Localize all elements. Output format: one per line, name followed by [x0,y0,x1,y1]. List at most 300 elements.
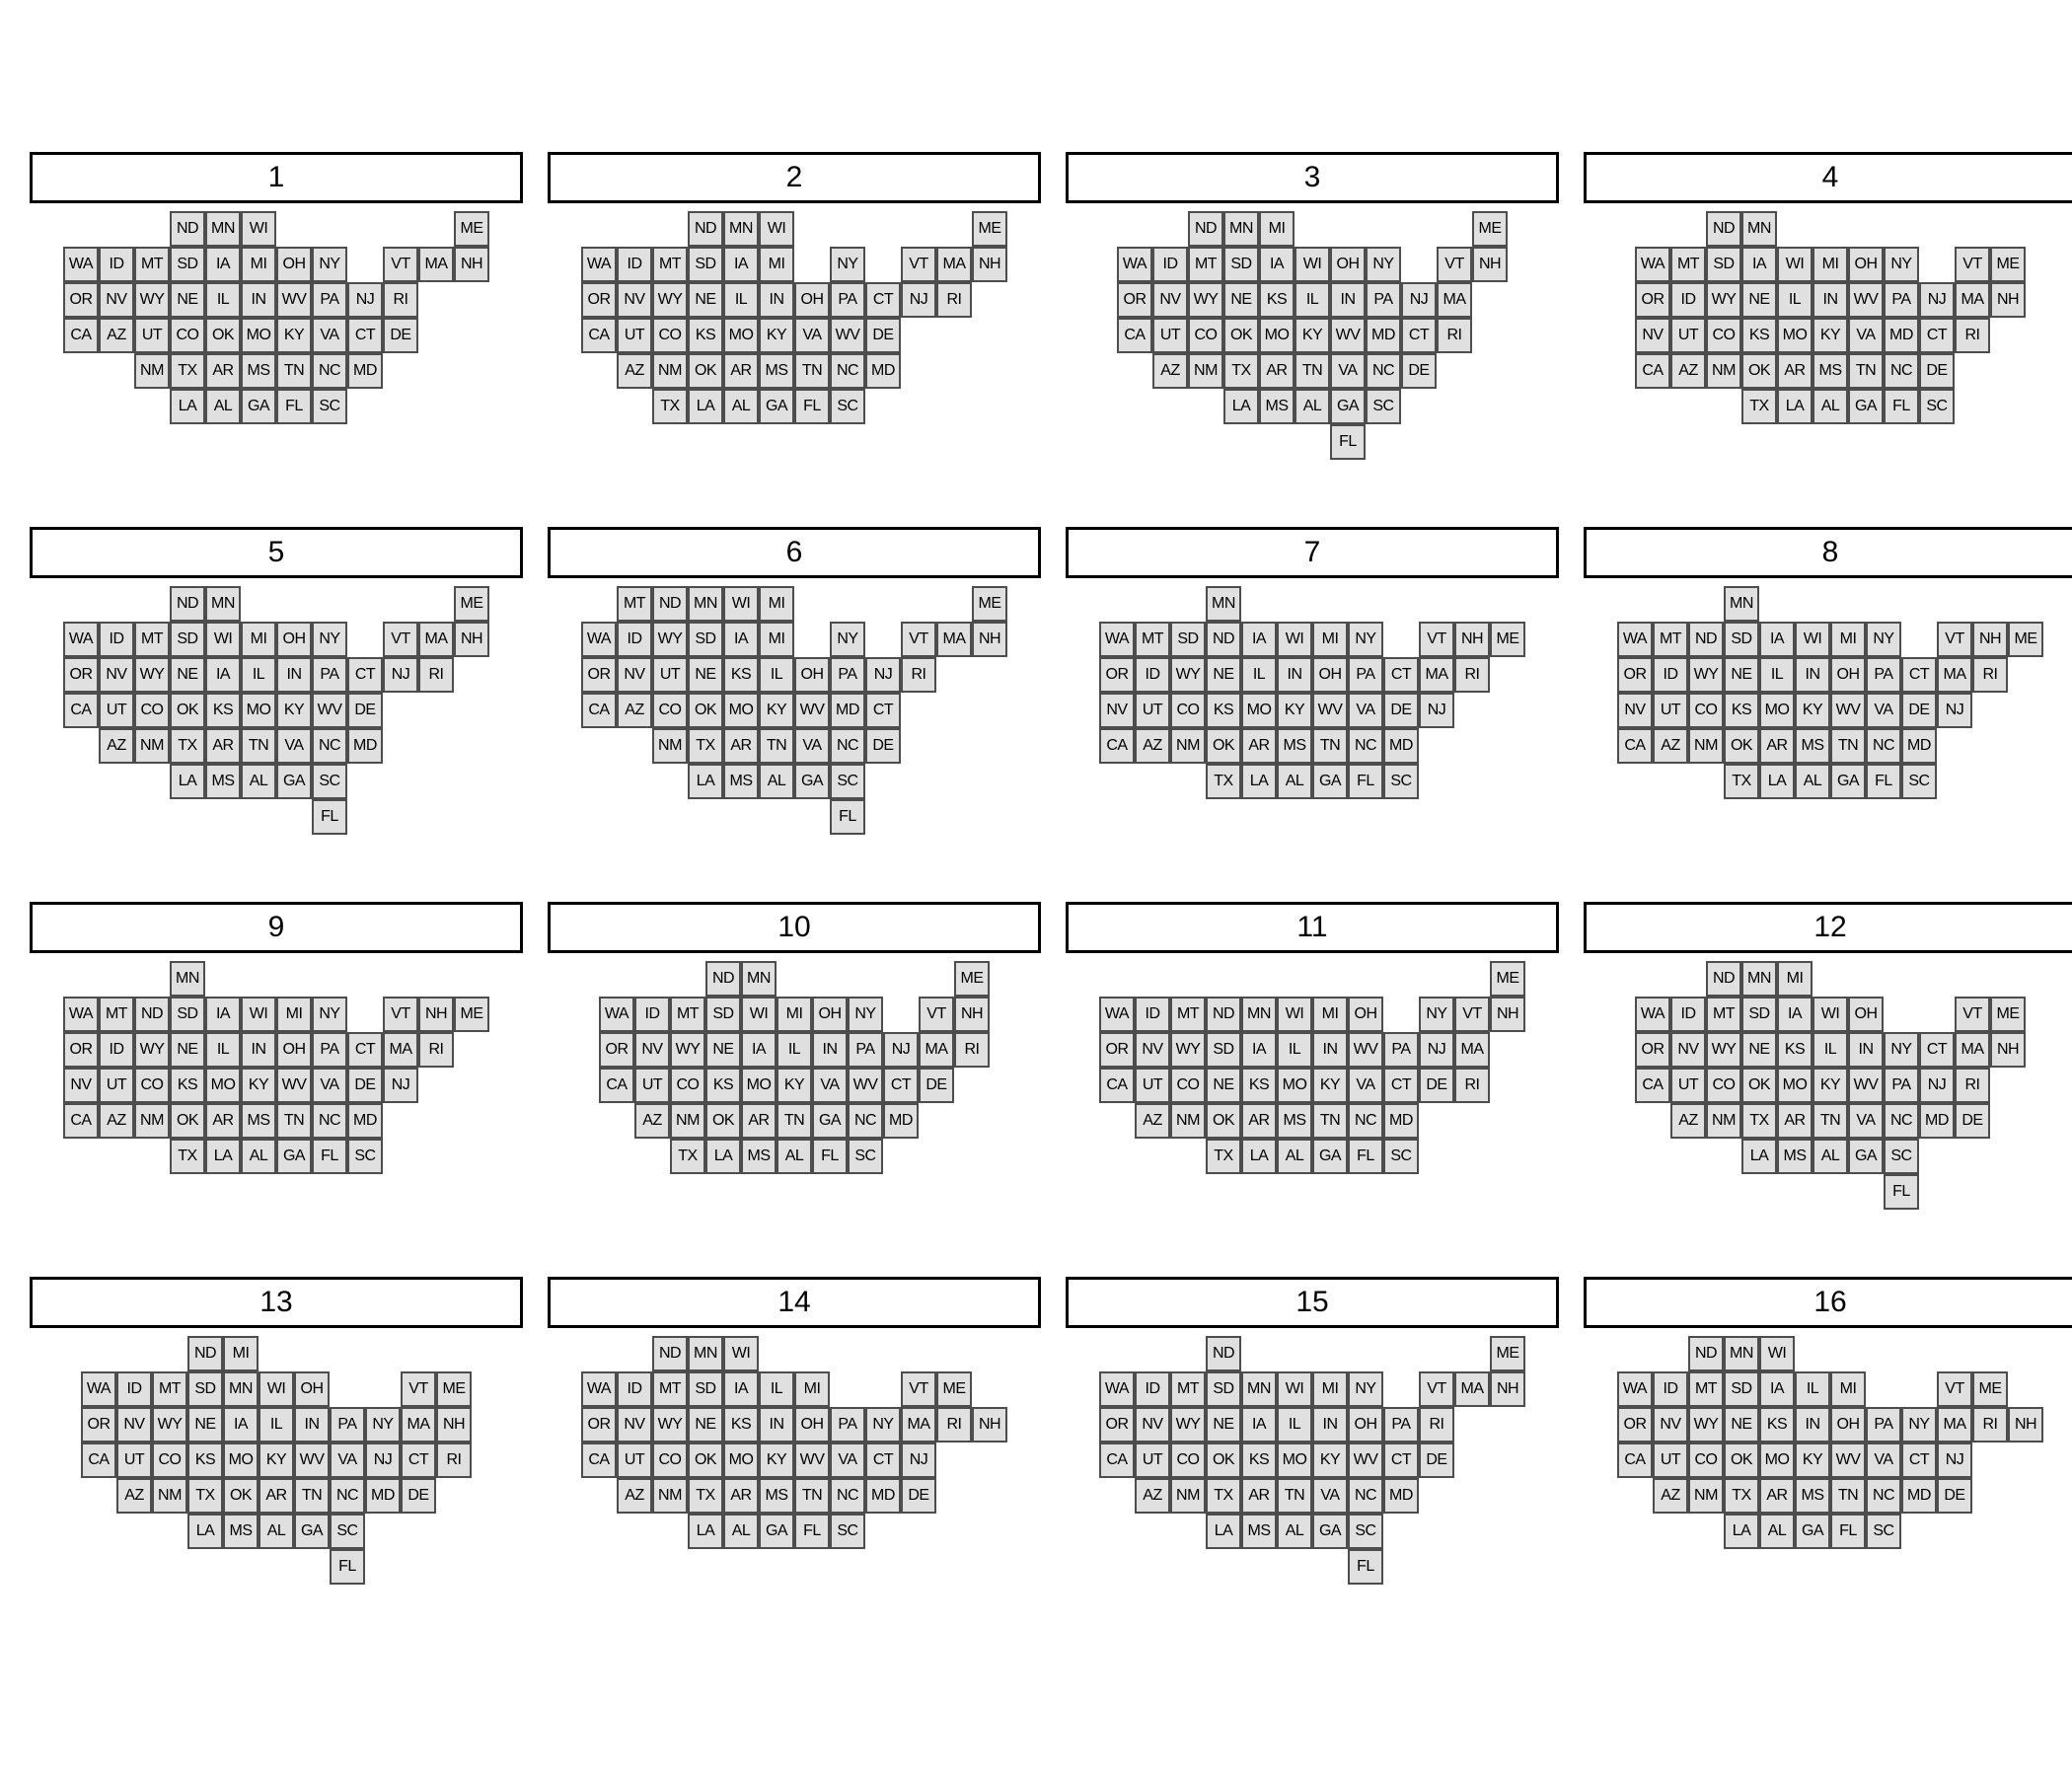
state-tile[interactable] [1383,1139,1419,1174]
state-tile[interactable] [705,1032,741,1068]
state-tile[interactable] [1206,1443,1241,1478]
state-tile[interactable] [1241,1068,1277,1103]
state-tile[interactable] [134,318,170,353]
state-tile[interactable] [1830,622,1866,657]
state-tile[interactable] [63,693,99,728]
state-tile[interactable] [1724,728,1759,764]
state-tile[interactable] [383,282,418,318]
state-tile[interactable] [205,586,241,622]
state-tile[interactable] [276,1068,312,1103]
state-tile[interactable] [1919,353,1955,389]
state-tile[interactable] [1223,318,1259,353]
state-tile[interactable] [1937,1407,1972,1443]
state-tile[interactable] [1937,622,1972,657]
state-tile[interactable] [1454,1032,1490,1068]
state-tile[interactable] [670,1103,705,1139]
state-tile[interactable] [223,1443,259,1478]
state-tile[interactable] [1884,1139,1919,1174]
state-tile[interactable] [383,1032,418,1068]
state-tile[interactable] [205,389,241,424]
state-tile[interactable] [741,1103,777,1139]
state-tile[interactable] [634,1103,670,1139]
state-tile[interactable] [170,622,205,657]
state-tile[interactable] [276,282,312,318]
state-tile[interactable] [1330,424,1366,460]
state-tile[interactable] [1401,318,1437,353]
state-tile[interactable] [652,586,688,622]
state-tile[interactable] [830,657,865,693]
state-tile[interactable] [276,764,312,799]
state-tile[interactable] [1741,1068,1777,1103]
state-tile[interactable] [830,1514,865,1549]
state-tile[interactable] [1277,1514,1312,1549]
state-tile[interactable] [99,657,134,693]
state-tile[interactable] [170,247,205,282]
state-tile[interactable] [777,997,812,1032]
state-tile[interactable] [723,728,759,764]
state-tile[interactable] [1348,1478,1383,1514]
state-tile[interactable] [1206,1103,1241,1139]
state-tile[interactable] [1813,389,1848,424]
state-tile[interactable] [1312,1068,1348,1103]
state-tile[interactable] [1206,693,1241,728]
state-tile[interactable] [1419,1407,1454,1443]
state-tile[interactable] [1724,1371,1759,1407]
state-tile[interactable] [670,1139,705,1174]
state-tile[interactable] [1884,1103,1919,1139]
state-tile[interactable] [1170,657,1206,693]
state-tile[interactable] [241,728,276,764]
state-tile[interactable] [134,247,170,282]
state-tile[interactable] [1617,693,1653,728]
state-tile[interactable] [1277,622,1312,657]
state-tile[interactable] [1241,622,1277,657]
state-tile[interactable] [205,693,241,728]
state-tile[interactable] [1848,247,1884,282]
state-tile[interactable] [848,1103,883,1139]
state-tile[interactable] [1454,997,1490,1032]
state-tile[interactable] [617,657,652,693]
state-tile[interactable] [617,318,652,353]
state-tile[interactable] [1135,693,1170,728]
state-tile[interactable] [1472,247,1508,282]
state-tile[interactable] [1330,318,1366,353]
state-tile[interactable] [705,997,741,1032]
state-tile[interactable] [919,997,954,1032]
state-tile[interactable] [1777,1139,1813,1174]
state-tile[interactable] [312,622,347,657]
state-tile[interactable] [972,247,1007,282]
state-tile[interactable] [1724,1443,1759,1478]
state-tile[interactable] [1383,1478,1419,1514]
state-tile[interactable] [99,1032,134,1068]
state-tile[interactable] [1259,247,1295,282]
state-tile[interactable] [972,1407,1007,1443]
state-tile[interactable] [99,622,134,657]
state-tile[interactable] [1901,1407,1937,1443]
state-tile[interactable] [418,622,454,657]
state-tile[interactable] [1990,282,2026,318]
state-tile[interactable] [1937,693,1972,728]
state-tile[interactable] [688,1514,723,1549]
state-tile[interactable] [581,657,617,693]
state-tile[interactable] [901,1407,936,1443]
state-tile[interactable] [259,1514,294,1549]
state-tile[interactable] [312,997,347,1032]
state-tile[interactable] [1848,353,1884,389]
state-tile[interactable] [1972,657,2008,693]
state-tile[interactable] [919,1068,954,1103]
state-tile[interactable] [688,657,723,693]
state-tile[interactable] [1653,1478,1688,1514]
state-tile[interactable] [1830,1407,1866,1443]
state-tile[interactable] [1419,657,1454,693]
state-tile[interactable] [187,1478,223,1514]
state-tile[interactable] [759,586,794,622]
state-tile[interactable] [1277,1139,1312,1174]
state-tile[interactable] [170,1103,205,1139]
state-tile[interactable] [1206,1032,1241,1068]
state-tile[interactable] [652,657,688,693]
state-tile[interactable] [1454,622,1490,657]
state-tile[interactable] [1348,622,1383,657]
state-tile[interactable] [1241,1478,1277,1514]
state-tile[interactable] [1295,353,1330,389]
state-tile[interactable] [1223,389,1259,424]
state-tile[interactable] [170,318,205,353]
state-tile[interactable] [1437,247,1472,282]
state-tile[interactable] [759,1407,794,1443]
state-tile[interactable] [723,622,759,657]
state-tile[interactable] [1724,657,1759,693]
state-tile[interactable] [330,1478,365,1514]
state-tile[interactable] [688,1407,723,1443]
state-tile[interactable] [1688,1371,1724,1407]
state-tile[interactable] [1348,1443,1383,1478]
state-tile[interactable] [1919,318,1955,353]
state-tile[interactable] [276,728,312,764]
state-tile[interactable] [1777,318,1813,353]
state-tile[interactable] [670,1032,705,1068]
state-tile[interactable] [1688,693,1724,728]
state-tile[interactable] [1759,1514,1795,1549]
state-tile[interactable] [1223,211,1259,247]
state-tile[interactable] [705,961,741,997]
state-tile[interactable] [1135,1443,1170,1478]
state-tile[interactable] [1901,764,1937,799]
state-tile[interactable] [670,1068,705,1103]
state-tile[interactable] [418,657,454,693]
state-tile[interactable] [759,1514,794,1549]
state-tile[interactable] [1188,353,1223,389]
state-tile[interactable] [1348,1068,1383,1103]
state-tile[interactable] [759,211,794,247]
state-tile[interactable] [1312,1407,1348,1443]
state-tile[interactable] [1937,1371,1972,1407]
state-tile[interactable] [1617,622,1653,657]
state-tile[interactable] [1724,1407,1759,1443]
state-tile[interactable] [312,657,347,693]
state-tile[interactable] [723,211,759,247]
state-tile[interactable] [581,1407,617,1443]
state-tile[interactable] [241,764,276,799]
state-tile[interactable] [1670,997,1706,1032]
state-tile[interactable] [741,1032,777,1068]
state-tile[interactable] [1348,657,1383,693]
state-tile[interactable] [2008,622,2043,657]
state-tile[interactable] [1866,657,1901,693]
state-tile[interactable] [812,1139,848,1174]
state-tile[interactable] [1759,1478,1795,1514]
state-tile[interactable] [241,997,276,1032]
state-tile[interactable] [1635,1032,1670,1068]
state-tile[interactable] [1259,389,1295,424]
state-tile[interactable] [1330,389,1366,424]
state-tile[interactable] [1866,1514,1901,1549]
state-tile[interactable] [1312,997,1348,1032]
state-tile[interactable] [1312,1514,1348,1549]
state-tile[interactable] [901,1371,936,1407]
state-tile[interactable] [830,622,865,657]
state-tile[interactable] [1617,657,1653,693]
state-tile[interactable] [1653,622,1688,657]
state-tile[interactable] [223,1407,259,1443]
state-tile[interactable] [830,799,865,835]
state-tile[interactable] [1312,622,1348,657]
state-tile[interactable] [1777,1068,1813,1103]
state-tile[interactable] [99,997,134,1032]
state-tile[interactable] [347,282,383,318]
state-tile[interactable] [205,1139,241,1174]
state-tile[interactable] [1830,1371,1866,1407]
state-tile[interactable] [617,247,652,282]
state-tile[interactable] [241,389,276,424]
state-tile[interactable] [1206,728,1241,764]
state-tile[interactable] [652,622,688,657]
state-tile[interactable] [1277,764,1312,799]
state-tile[interactable] [1688,728,1724,764]
state-tile[interactable] [1490,997,1525,1032]
state-tile[interactable] [581,318,617,353]
state-tile[interactable] [1759,728,1795,764]
state-tile[interactable] [276,997,312,1032]
state-tile[interactable] [1259,353,1295,389]
state-tile[interactable] [1312,1478,1348,1514]
state-tile[interactable] [794,1514,830,1549]
state-tile[interactable] [652,389,688,424]
state-tile[interactable] [1330,247,1366,282]
state-tile[interactable] [1830,657,1866,693]
state-tile[interactable] [830,247,865,282]
state-tile[interactable] [347,1032,383,1068]
state-tile[interactable] [1706,997,1741,1032]
state-tile[interactable] [1490,1371,1525,1407]
state-tile[interactable] [1206,1336,1241,1371]
state-tile[interactable] [1777,282,1813,318]
state-tile[interactable] [312,728,347,764]
state-tile[interactable] [759,764,794,799]
state-tile[interactable] [63,1032,99,1068]
state-tile[interactable] [187,1336,223,1371]
state-tile[interactable] [276,389,312,424]
state-tile[interactable] [883,1103,919,1139]
state-tile[interactable] [205,282,241,318]
state-tile[interactable] [401,1407,436,1443]
state-tile[interactable] [723,282,759,318]
state-tile[interactable] [1383,657,1419,693]
state-tile[interactable] [1884,1032,1919,1068]
state-tile[interactable] [1437,318,1472,353]
state-tile[interactable] [936,1407,972,1443]
state-tile[interactable] [617,1407,652,1443]
state-tile[interactable] [723,389,759,424]
state-tile[interactable] [1777,997,1813,1032]
state-tile[interactable] [1135,1478,1170,1514]
state-tile[interactable] [688,622,723,657]
state-tile[interactable] [1670,1103,1706,1139]
state-tile[interactable] [152,1371,187,1407]
state-tile[interactable] [436,1407,472,1443]
state-tile[interactable] [1848,282,1884,318]
state-tile[interactable] [383,247,418,282]
state-tile[interactable] [99,693,134,728]
state-tile[interactable] [741,997,777,1032]
state-tile[interactable] [1330,353,1366,389]
state-tile[interactable] [1312,1032,1348,1068]
state-tile[interactable] [1741,282,1777,318]
state-tile[interactable] [1990,247,2026,282]
state-tile[interactable] [312,693,347,728]
state-tile[interactable] [63,282,99,318]
state-tile[interactable] [1099,657,1135,693]
state-tile[interactable] [401,1443,436,1478]
state-tile[interactable] [1688,1407,1724,1443]
state-tile[interactable] [1884,1068,1919,1103]
state-tile[interactable] [63,622,99,657]
state-tile[interactable] [223,1336,259,1371]
state-tile[interactable] [1383,728,1419,764]
state-tile[interactable] [1490,961,1525,997]
state-tile[interactable] [1170,622,1206,657]
state-tile[interactable] [954,1032,990,1068]
state-tile[interactable] [1777,353,1813,389]
state-tile[interactable] [294,1443,330,1478]
state-tile[interactable] [116,1478,152,1514]
state-tile[interactable] [1241,657,1277,693]
state-tile[interactable] [723,318,759,353]
state-tile[interactable] [1135,1371,1170,1407]
state-tile[interactable] [205,247,241,282]
state-tile[interactable] [2008,1407,2043,1443]
state-tile[interactable] [1884,318,1919,353]
state-tile[interactable] [1688,1443,1724,1478]
state-tile[interactable] [617,282,652,318]
state-tile[interactable] [134,282,170,318]
state-tile[interactable] [1223,282,1259,318]
state-tile[interactable] [1206,1478,1241,1514]
state-tile[interactable] [63,657,99,693]
state-tile[interactable] [1777,1103,1813,1139]
state-tile[interactable] [1706,961,1741,997]
state-tile[interactable] [865,1407,901,1443]
state-tile[interactable] [383,657,418,693]
state-tile[interactable] [116,1443,152,1478]
state-tile[interactable] [1741,1103,1777,1139]
state-tile[interactable] [1241,1371,1277,1407]
state-tile[interactable] [1135,1407,1170,1443]
state-tile[interactable] [1135,1032,1170,1068]
state-tile[interactable] [1759,1336,1795,1371]
state-tile[interactable] [99,728,134,764]
state-tile[interactable] [1830,1478,1866,1514]
state-tile[interactable] [312,389,347,424]
state-tile[interactable] [1312,657,1348,693]
state-tile[interactable] [1653,657,1688,693]
state-tile[interactable] [1955,1032,1990,1068]
state-tile[interactable] [1419,1443,1454,1478]
state-tile[interactable] [312,1032,347,1068]
state-tile[interactable] [1670,247,1706,282]
state-tile[interactable] [652,247,688,282]
state-tile[interactable] [1919,1068,1955,1103]
state-tile[interactable] [1866,764,1901,799]
state-tile[interactable] [741,1139,777,1174]
state-tile[interactable] [954,961,990,997]
state-tile[interactable] [1866,1478,1901,1514]
state-tile[interactable] [383,997,418,1032]
state-tile[interactable] [1741,961,1777,997]
state-tile[interactable] [1419,997,1454,1032]
state-tile[interactable] [187,1407,223,1443]
state-tile[interactable] [1777,389,1813,424]
state-tile[interactable] [294,1407,330,1443]
state-tile[interactable] [954,997,990,1032]
state-tile[interactable] [688,764,723,799]
state-tile[interactable] [1972,622,2008,657]
state-tile[interactable] [454,622,489,657]
state-tile[interactable] [205,622,241,657]
state-tile[interactable] [170,353,205,389]
state-tile[interactable] [1955,247,1990,282]
state-tile[interactable] [205,1068,241,1103]
state-tile[interactable] [581,693,617,728]
state-tile[interactable] [1312,1103,1348,1139]
state-tile[interactable] [599,997,634,1032]
state-tile[interactable] [1848,389,1884,424]
state-tile[interactable] [794,1371,830,1407]
state-tile[interactable] [1759,764,1795,799]
state-tile[interactable] [241,622,276,657]
state-tile[interactable] [652,282,688,318]
state-tile[interactable] [883,1068,919,1103]
state-tile[interactable] [1152,247,1188,282]
state-tile[interactable] [1653,1443,1688,1478]
state-tile[interactable] [581,282,617,318]
state-tile[interactable] [617,1478,652,1514]
state-tile[interactable] [741,961,777,997]
state-tile[interactable] [259,1407,294,1443]
state-tile[interactable] [1312,764,1348,799]
state-tile[interactable] [794,1478,830,1514]
state-tile[interactable] [1170,1068,1206,1103]
state-tile[interactable] [1277,1478,1312,1514]
state-tile[interactable] [1741,389,1777,424]
state-tile[interactable] [401,1371,436,1407]
state-tile[interactable] [170,1139,205,1174]
state-tile[interactable] [688,728,723,764]
state-tile[interactable] [1383,764,1419,799]
state-tile[interactable] [688,389,723,424]
